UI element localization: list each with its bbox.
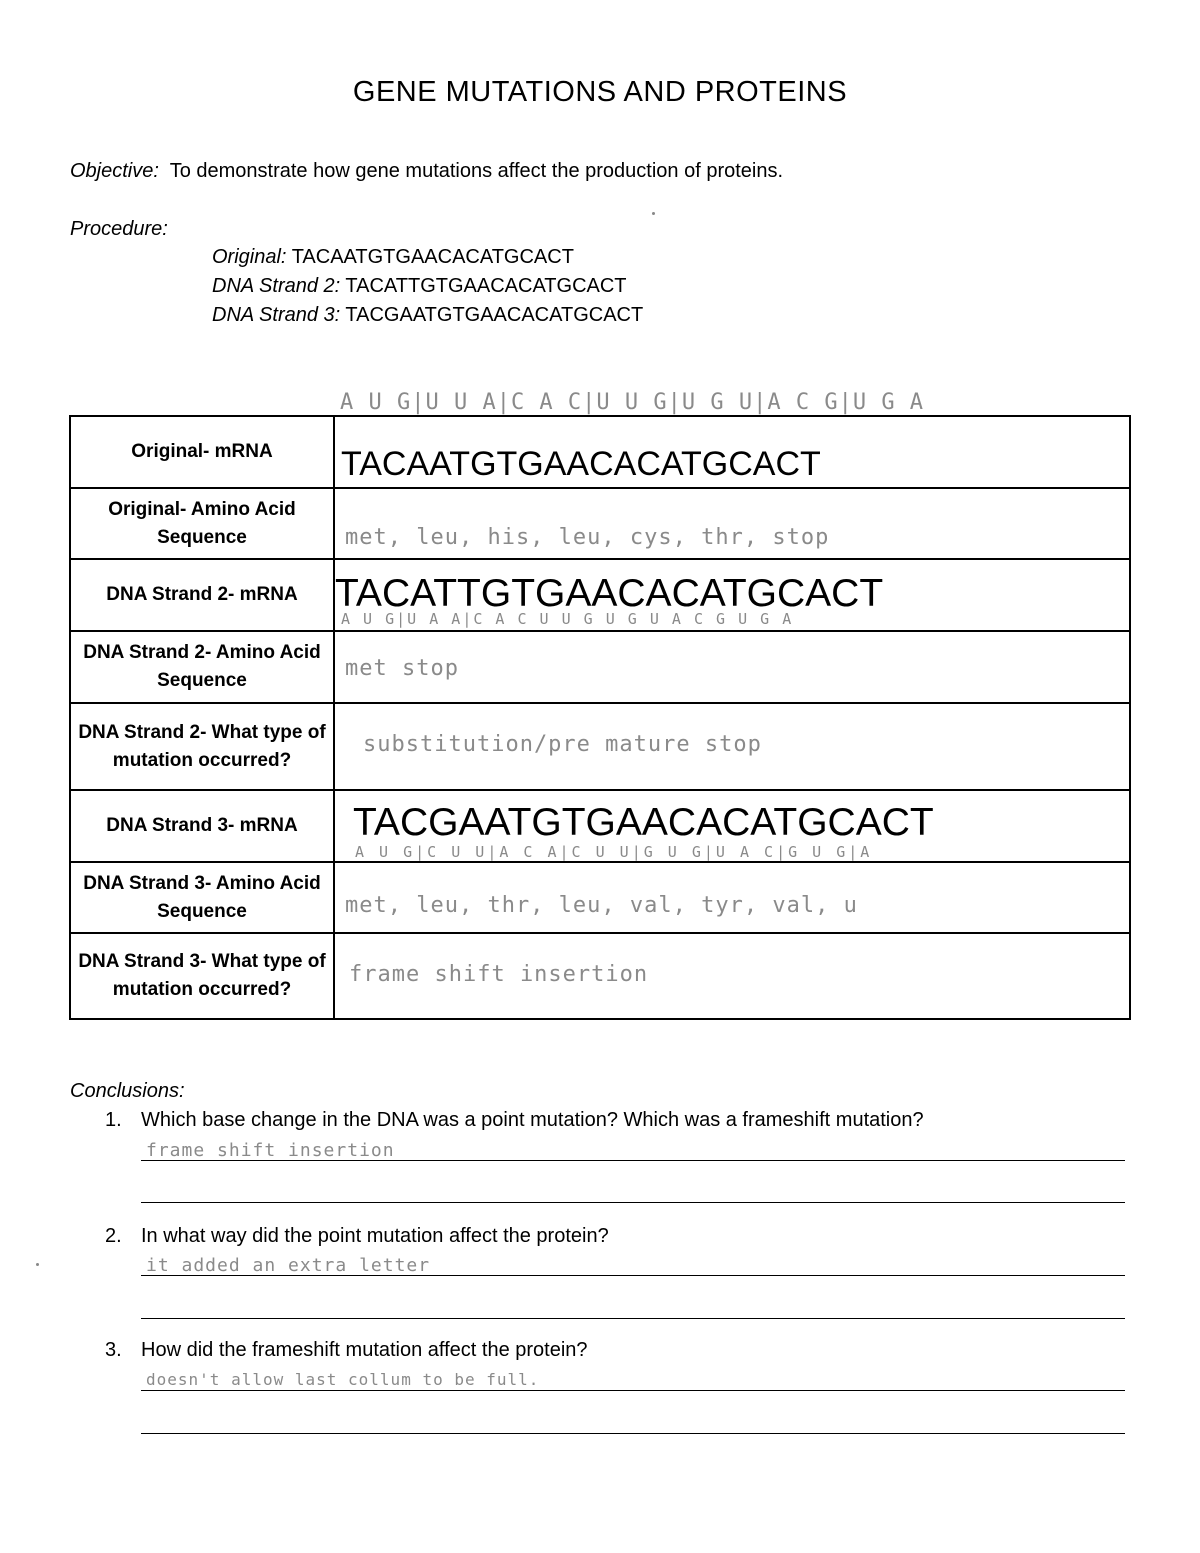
handwritten-answer: met, leu, his, leu, cys, thr, stop: [345, 525, 830, 550]
question-number: 1.: [105, 1109, 122, 1131]
conclusions-label: Conclusions:: [70, 1080, 185, 1102]
row-value-cell: [334, 488, 1130, 559]
strand-3: [212, 304, 643, 327]
table-row: [70, 416, 1130, 488]
table-row: [70, 631, 1130, 703]
answer-line[interactable]: [141, 1390, 1125, 1391]
mrna-sequence: TACGAATGTGAACACATGCACT: [353, 801, 934, 844]
strand-sequence: TACATTGTGAACACATGCACT: [345, 275, 627, 297]
strand-label: DNA Strand 2:: [212, 275, 341, 297]
question-3: [105, 1339, 588, 1362]
row-label: DNA Strand 3- What type of mutation occurred?: [70, 933, 334, 1019]
handwritten-answer: frame shift insertion: [349, 962, 649, 987]
worksheet-table: [69, 415, 1131, 1020]
strand-sequence: TACAATGTGAACACATGCACT: [291, 246, 574, 268]
table-row: [70, 933, 1130, 1019]
table-row: [70, 703, 1130, 790]
handwritten-answer: doesn't allow last collum to be full.: [146, 1370, 540, 1389]
question-text: In what way did the point mutation affect the protein?: [141, 1225, 609, 1247]
row-value-cell: [334, 790, 1130, 862]
table-row: [70, 862, 1130, 933]
row-label: DNA Strand 2- Amino Acid Sequence: [70, 631, 334, 703]
question-2: [105, 1225, 609, 1248]
answer-line[interactable]: [141, 1202, 1125, 1203]
stray-mark: [652, 212, 655, 215]
row-value-cell: [334, 631, 1130, 703]
row-label: DNA Strand 2- mRNA: [70, 559, 334, 631]
answer-line[interactable]: [141, 1433, 1125, 1434]
stray-mark: [36, 1263, 39, 1266]
handwritten-answer: frame shift insertion: [146, 1140, 395, 1161]
strand-sequence: TACGAATGTGAACACATGCACT: [345, 304, 644, 326]
strand-original: [212, 246, 574, 269]
row-label: DNA Strand 2- What type of mutation occurred?: [70, 703, 334, 790]
strand-label: Original:: [212, 246, 287, 268]
handwritten-codons-original: A U G|U U A|C A C|U U G|U G U|A C G|U G A: [340, 390, 925, 415]
row-label: DNA Strand 3- mRNA: [70, 790, 334, 862]
row-label: Original- Amino Acid Sequence: [70, 488, 334, 559]
answer-line[interactable]: [141, 1160, 1125, 1161]
handwritten-codons: A U G|U A A|C A C U U G U G U A C G U G A: [341, 610, 794, 628]
answer-line[interactable]: [141, 1318, 1125, 1319]
objective-text: To demonstrate how gene mutations affect the production of proteins.: [169, 160, 784, 182]
procedure-label: Procedure:: [70, 218, 168, 240]
row-value-cell: [334, 416, 1130, 488]
objective: [70, 160, 783, 183]
objective-label: Objective:: [70, 160, 159, 182]
handwritten-answer: met, leu, thr, leu, val, tyr, val, u: [345, 893, 858, 918]
row-value-cell: [334, 703, 1130, 790]
answer-line[interactable]: [141, 1275, 1125, 1276]
table-row: [70, 488, 1130, 559]
page-title: GENE MUTATIONS AND PROTEINS: [352, 76, 848, 108]
question-text: Which base change in the DNA was a point mutation? Which was a frameshift mutation?: [141, 1109, 924, 1131]
table-row: [70, 559, 1130, 631]
row-value-cell: [334, 862, 1130, 933]
row-label: Original- mRNA: [70, 416, 334, 488]
strand-label: DNA Strand 3:: [212, 304, 341, 326]
question-number: 3.: [105, 1339, 122, 1361]
handwritten-answer: substitution/pre mature stop: [363, 732, 762, 757]
question-1: [105, 1109, 924, 1132]
handwritten-answer: it added an extra letter: [146, 1255, 431, 1276]
question-text: How did the frameshift mutation affect the protein?: [141, 1339, 588, 1361]
mrna-sequence: TACATTGTGAACACATGCACT: [335, 572, 884, 615]
table-row: [70, 790, 1130, 862]
handwritten-answer: met stop: [345, 656, 459, 681]
strand-2: [212, 275, 627, 298]
row-value-cell: [334, 559, 1130, 631]
mrna-sequence: TACAATGTGAACACATGCACT: [341, 445, 821, 483]
row-label: DNA Strand 3- Amino Acid Sequence: [70, 862, 334, 933]
row-value-cell: [334, 933, 1130, 1019]
question-number: 2.: [105, 1225, 122, 1247]
handwritten-codons: A U G|C U U|A C A|C U U|G U G|U A C|G U G|A: [355, 843, 873, 861]
